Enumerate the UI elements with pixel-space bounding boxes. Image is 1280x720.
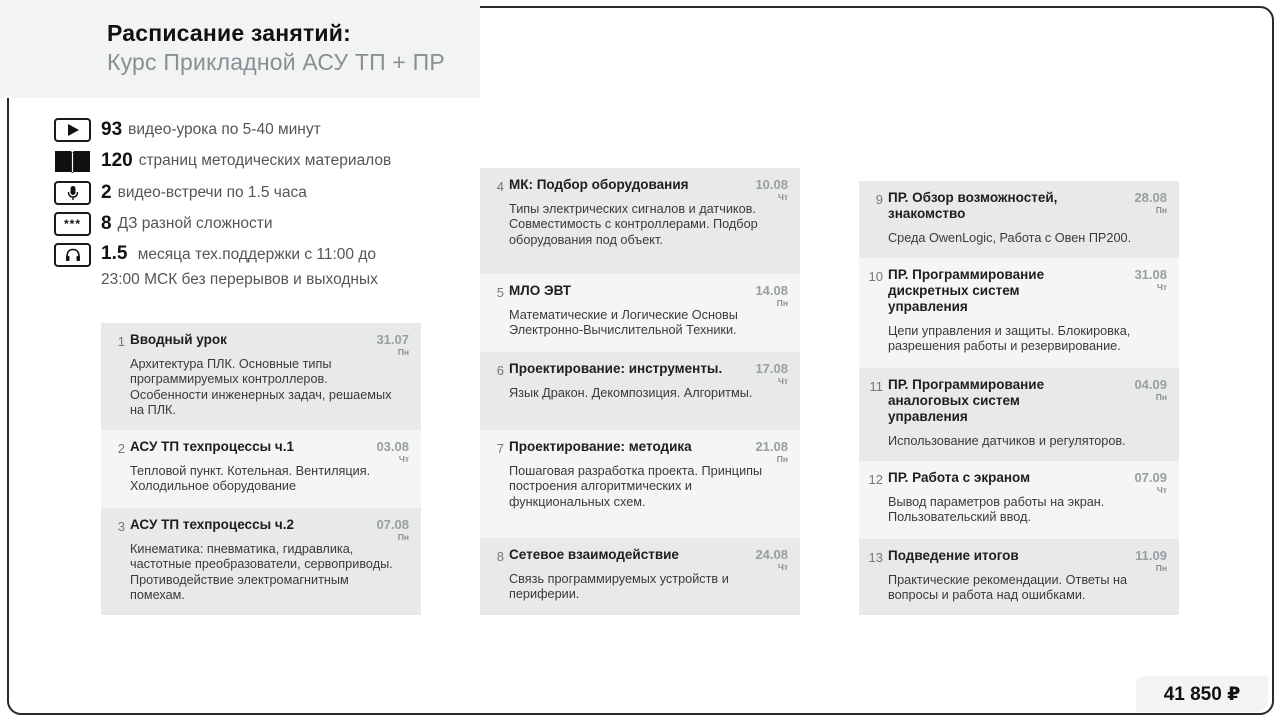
stat-number: 2 bbox=[101, 181, 112, 203]
lesson-title: ПР. Программирование аналоговых систем управления bbox=[888, 377, 1045, 424]
lesson-number: 5 bbox=[496, 285, 504, 300]
lesson-description: Кинематика: пневматика, гидравлика, частотные преобразователи, сервоприводы. Противодействие электромагнитным помехам. bbox=[130, 542, 393, 603]
lesson-title: ПР. Работа с экраном bbox=[888, 470, 1031, 485]
page-subtitle: Курс Прикладной АСУ ТП + ПР bbox=[107, 49, 445, 75]
lesson-description: Цепи управления и защиты. Блокировка, разрешения работы и резервирование. bbox=[888, 324, 1131, 354]
lesson-date: 14.08 bbox=[755, 283, 788, 298]
lesson-description: Пошаговая разработка проекта. Принципы построения алгоритмических и функциональных схем. bbox=[509, 464, 763, 509]
title-box bbox=[0, 0, 480, 98]
lesson-card bbox=[480, 538, 800, 615]
lesson-card bbox=[859, 258, 1179, 368]
lesson-day: Пн bbox=[776, 298, 788, 308]
lesson-date: 31.08 bbox=[1134, 267, 1167, 282]
play-icon bbox=[54, 118, 91, 142]
lesson-card bbox=[480, 168, 800, 274]
stat-number: 1.5 bbox=[101, 243, 128, 264]
stat-number: 93 bbox=[101, 118, 123, 140]
lesson-date: 07.08 bbox=[376, 517, 409, 532]
lesson-number: 3 bbox=[117, 519, 125, 534]
stats-list bbox=[54, 114, 434, 300]
lesson-title: АСУ ТП техпроцессы ч.1 bbox=[130, 439, 294, 454]
lesson-title: АСУ ТП техпроцессы ч.2 bbox=[130, 517, 294, 532]
stat-number: 120 bbox=[101, 150, 133, 172]
lesson-description: Архитектура ПЛК. Основные типы программируемых контроллеров. Особенности инженерных задач, решаемых на ПЛК. bbox=[130, 357, 392, 418]
lesson-day: Пн bbox=[397, 347, 409, 357]
lesson-card bbox=[859, 461, 1179, 539]
stat-text: страниц методических материалов bbox=[138, 152, 392, 170]
lesson-day: Пн bbox=[776, 454, 788, 464]
password-icon: *** bbox=[54, 212, 91, 236]
lesson-day: Чт bbox=[777, 562, 788, 572]
lesson-number: 10 bbox=[868, 269, 883, 284]
lesson-number: 12 bbox=[868, 472, 883, 487]
stat-text: месяца тех.поддержки с 11:00 до bbox=[137, 246, 377, 263]
stat-pages bbox=[54, 146, 434, 178]
lesson-day: Чт bbox=[398, 454, 409, 464]
lesson-description: Типы электрических сигналов и датчиков. Совместимость с контроллерами. Подбор оборудования под объект. bbox=[509, 202, 758, 247]
lesson-card bbox=[859, 539, 1179, 615]
lesson-title: МЛО ЭВТ bbox=[509, 283, 572, 298]
price-badge: 41 850 ₽ bbox=[1136, 676, 1268, 712]
lesson-number: 1 bbox=[117, 334, 125, 349]
lesson-description: Язык Дракон. Декомпозиция. Алгоритмы. bbox=[509, 386, 753, 400]
lesson-date: 28.08 bbox=[1134, 190, 1167, 205]
lesson-description: Математические и Логические Основы Электронно-Вычислительной Техники. bbox=[509, 308, 738, 338]
stat-support bbox=[54, 240, 434, 300]
stat-videos bbox=[54, 114, 434, 146]
lesson-date: 17.08 bbox=[755, 361, 788, 376]
stat-text: видео-встречи по 1.5 часа bbox=[117, 183, 307, 201]
lesson-card bbox=[480, 430, 800, 538]
lesson-card bbox=[480, 274, 800, 352]
lesson-date: 31.07 bbox=[376, 332, 409, 347]
schedule-column-2 bbox=[480, 168, 800, 615]
schedule-column-3 bbox=[859, 181, 1179, 615]
lesson-description: Тепловой пункт. Котельная. Вентиляция. Холодильное оборудование bbox=[130, 464, 371, 494]
lesson-description: Связь программируемых устройств и периферии. bbox=[509, 572, 729, 602]
lesson-date: 11.09 bbox=[1135, 548, 1167, 563]
page-title: Расписание занятий: bbox=[107, 20, 351, 46]
lesson-number: 7 bbox=[496, 441, 504, 456]
lesson-description: Вывод параметров работы на экран. Пользовательский ввод. bbox=[888, 495, 1105, 525]
lesson-card bbox=[480, 352, 800, 430]
lesson-title: ПР. Программирование дискретных систем управления bbox=[888, 267, 1045, 314]
lesson-number: 4 bbox=[496, 179, 504, 194]
lesson-day: Пн bbox=[1155, 205, 1167, 215]
stat-number: 8 bbox=[101, 213, 112, 235]
stat-meetings bbox=[54, 177, 434, 209]
lesson-title: Сетевое взаимодействие bbox=[509, 547, 679, 562]
lesson-description: Практические рекомендации. Ответы на вопросы и работа над ошибками. bbox=[888, 573, 1128, 603]
lesson-card bbox=[859, 368, 1179, 461]
stat-text: ДЗ разной сложности bbox=[117, 215, 273, 233]
lesson-number: 9 bbox=[875, 192, 883, 207]
lesson-number: 6 bbox=[496, 363, 504, 378]
lesson-date: 24.08 bbox=[755, 547, 788, 562]
stat-text: видео-урока по 5-40 минут bbox=[128, 120, 321, 138]
lesson-title: Проектирование: инструменты. bbox=[509, 361, 723, 376]
lesson-title: МК: Подбор оборудования bbox=[509, 177, 689, 192]
microphone-icon bbox=[54, 181, 91, 205]
lesson-number: 2 bbox=[117, 441, 125, 456]
lesson-date: 10.08 bbox=[755, 177, 788, 192]
stat-homework bbox=[54, 209, 434, 241]
lesson-day: Чт bbox=[777, 192, 788, 202]
lesson-day: Пн bbox=[1155, 392, 1167, 402]
lesson-day: Чт bbox=[777, 376, 788, 386]
lesson-day: Чт bbox=[1156, 485, 1167, 495]
lesson-day: Пн bbox=[1155, 563, 1167, 573]
lesson-description: Использование датчиков и регуляторов. bbox=[888, 434, 1126, 448]
lesson-card bbox=[101, 323, 421, 430]
stat-text-line2: 23:00 МСК без перерывов и выходных bbox=[101, 271, 378, 288]
lesson-number: 8 bbox=[496, 549, 504, 564]
lesson-card bbox=[859, 181, 1179, 258]
schedule-column-1 bbox=[101, 323, 421, 615]
lesson-day: Пн bbox=[397, 532, 409, 542]
lesson-date: 21.08 bbox=[755, 439, 788, 454]
lesson-title: Проектирование: методика bbox=[509, 439, 692, 454]
lesson-date: 07.09 bbox=[1134, 470, 1167, 485]
lesson-day: Чт bbox=[1156, 282, 1167, 292]
book-icon bbox=[54, 149, 91, 173]
headset-icon bbox=[54, 243, 91, 267]
lesson-description: Среда OwenLogic, Работа с Овен ПР200. bbox=[888, 231, 1132, 245]
lesson-title: Вводный урок bbox=[130, 332, 227, 347]
lesson-number: 11 bbox=[869, 379, 883, 394]
lesson-card bbox=[101, 430, 421, 508]
lesson-number: 13 bbox=[868, 550, 883, 565]
lesson-date: 04.09 bbox=[1134, 377, 1167, 392]
lesson-title: ПР. Обзор возможностей, знакомство bbox=[888, 190, 1058, 221]
lesson-card bbox=[101, 508, 421, 615]
lesson-date: 03.08 bbox=[376, 439, 409, 454]
lesson-title: Подведение итогов bbox=[888, 548, 1019, 563]
